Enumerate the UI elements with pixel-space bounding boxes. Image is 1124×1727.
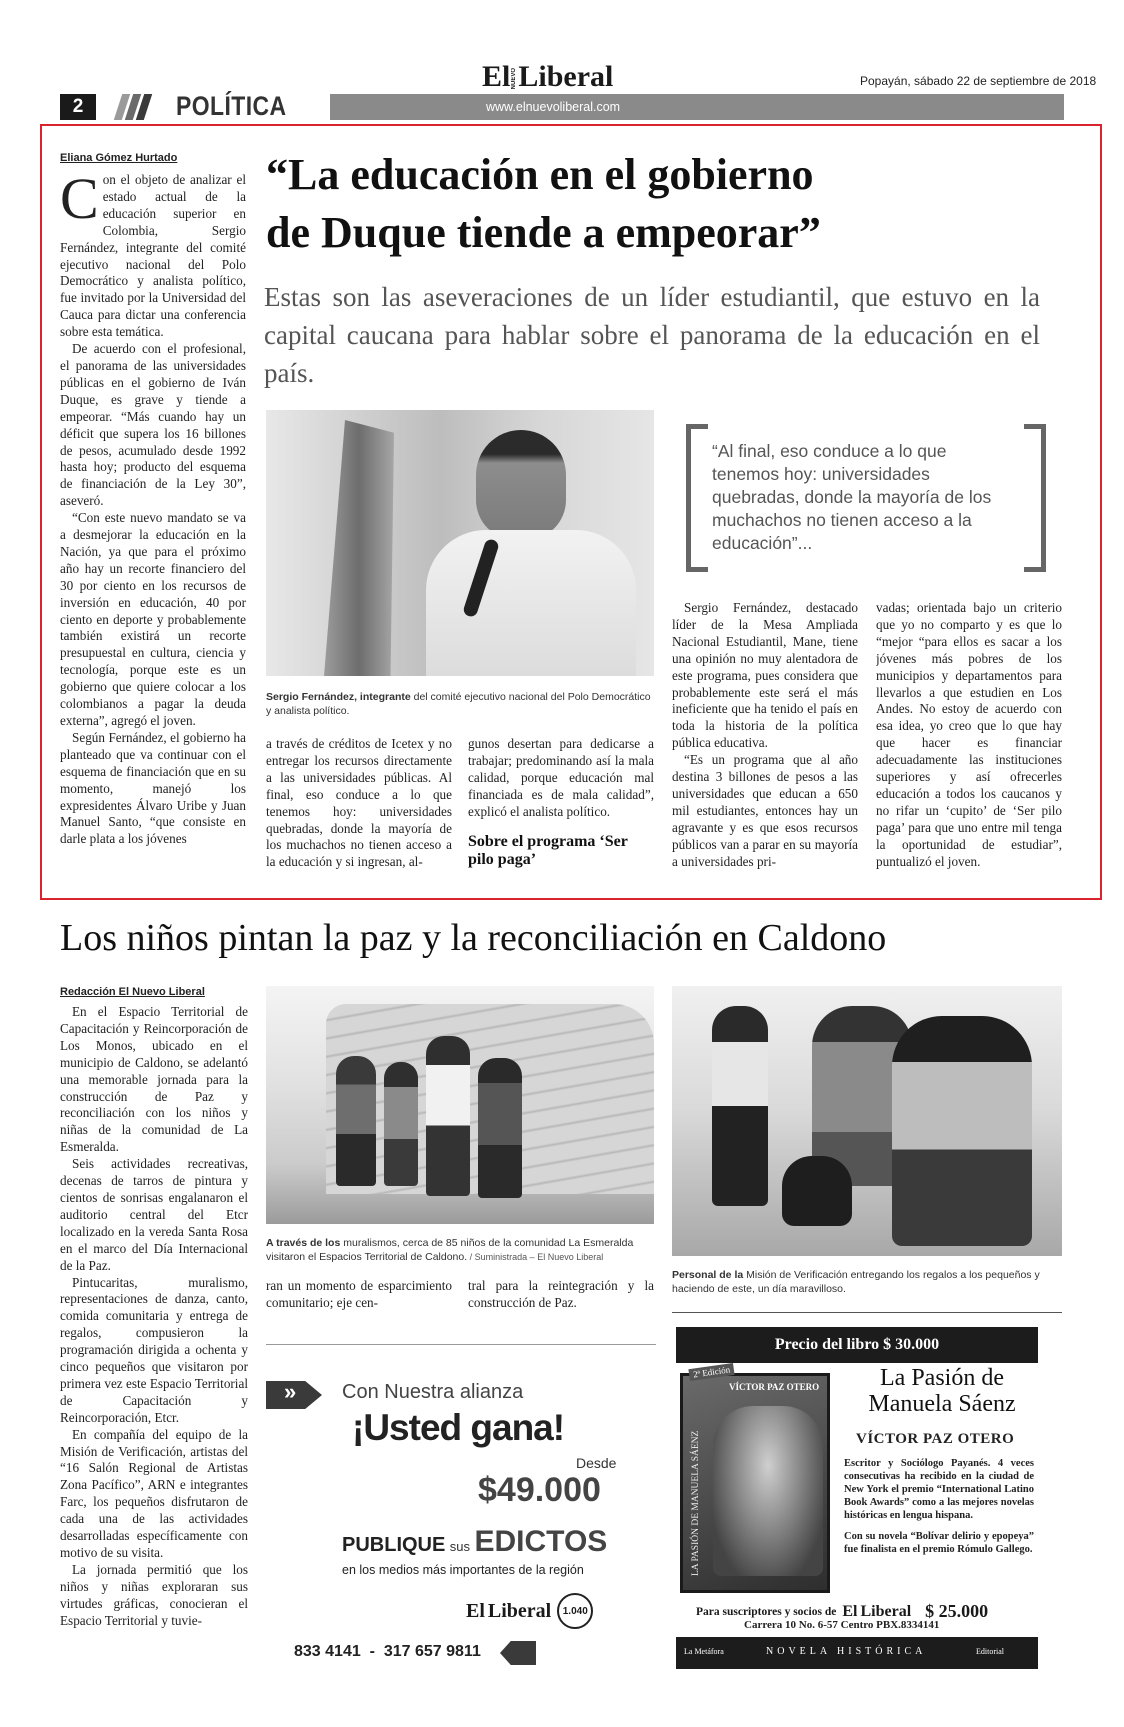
page-header bbox=[0, 0, 1124, 124]
page-number: 2 bbox=[60, 94, 96, 120]
publisher-left: La Metáfora bbox=[684, 1647, 724, 1656]
header-band bbox=[330, 94, 1064, 120]
bio-paragraph: Escritor y Sociólogo Payanés. 4 veces consecutivas ha recibido en la ciudad de New York el premio “International Latino Book Awards” como a las mejores novelas históricas en lengua hispana. bbox=[844, 1458, 1034, 1521]
speaker-body bbox=[426, 530, 636, 676]
article2-column-1 bbox=[60, 1004, 248, 1694]
pull-quote-text: “Al final, eso conduce a lo que tenemos hoy: universidades quebradas, donde la mayoría de los muchachos no tienen acceso a la educación”... bbox=[712, 441, 992, 553]
caption-bold: Sergio Fernández, integrante bbox=[266, 691, 411, 703]
child-figure bbox=[384, 1062, 418, 1186]
pull-quote bbox=[686, 424, 1046, 572]
publique-text: PUBLIQUE bbox=[342, 1534, 446, 1556]
ad-phones[interactable]: 833 4141 - 317 657 9811 bbox=[294, 1643, 481, 1660]
headline-line-1: “La educación en el gobierno bbox=[266, 150, 814, 199]
paragraph: vadas; orientada bajo un criterio que yo no comparto y es que lo “mejor “para ellos es sacar a los jóvenes más pobres de los municipios y departamentos para llevarlos a que estudien en Los Andes. No estoy de acuerdo con esa idea, yo creo que lo que hay que hacer es financiar adecuadamente las instituciones superiores y así ofrecerles educación a todos los caucanos y no rifar un ‘cupito’ de ‘Ser pilo paga’ para que uno entre mil tenga la oportunidad de estudiar”, puntualizó el joven. bbox=[876, 600, 1062, 869]
article1-column-1 bbox=[60, 172, 246, 872]
flag-graphic bbox=[324, 420, 394, 676]
child-figure bbox=[478, 1058, 522, 1198]
article2-photo2-caption bbox=[672, 1268, 1064, 1296]
book-ad[interactable] bbox=[672, 1312, 1062, 1670]
ad-medios: en los medios más importantes de la región bbox=[342, 1563, 584, 1577]
paragraph: “Es un programa que al año destina 3 billones de pesos a las universidades que educan a 650 mil estudiantes, entonces hay un agravante y es que esos recursos públicos van a parar en su mayoría a universidades pri- bbox=[672, 752, 858, 869]
caption-text: muralismos, cerca de 85 niños de la comunidad La Esmeralda visitaron el Espacios Territorial de Caldono. bbox=[266, 1237, 634, 1263]
drop-cap: C bbox=[60, 172, 99, 231]
cover-title: LA PASIÓN DE MANUELA SÁENZ bbox=[691, 1430, 701, 1576]
chevron-left-icon bbox=[500, 1641, 536, 1665]
photo-credit: / Suministrada – El Nuevo Liberal bbox=[467, 1252, 604, 1262]
logo-liberal: Liberal bbox=[487, 1599, 552, 1622]
subscriber-price: $ 25.000 bbox=[925, 1601, 989, 1621]
paragraph: La jornada permitió que los niños y niñas exploraran sus virtudes gráficas, conocieran el Espacio Territorial y tuvie- bbox=[60, 1561, 248, 1628]
cover-author: VÍCTOR PAZ OTERO bbox=[729, 1382, 820, 1392]
article1-photo-caption bbox=[266, 690, 656, 718]
caption-bold: Personal de la bbox=[672, 1269, 744, 1281]
ad-line-1: Con Nuestra alianza bbox=[342, 1381, 524, 1403]
book-title-line-1: La Pasión de bbox=[880, 1365, 1004, 1391]
edictos-text: EDICTOS bbox=[474, 1525, 608, 1558]
paragraph: Sergio Fernández, destacado líder de la Mesa Ampliada Nacional Estudiantil, Mane, tiene una opinión no muy alentadora de este programa, pues considera que probablemente este será el más ineficiente que ha tenido el país en toda la historia de la política pública educativa. bbox=[672, 600, 858, 751]
ad-badge: 1.040 bbox=[557, 1593, 593, 1629]
book-bio bbox=[844, 1457, 1034, 1556]
paragraph: on el objeto de analizar el estado actual de la educación superior en Colombia, Sergio Fernández, integrante del comité ejecutivo nacional del Polo Democrático y analista político, fue invitado por la Universidad del Cauca para dictar una conferencia sobre esta temática. bbox=[60, 172, 246, 340]
caption-bold: A través de los bbox=[266, 1237, 341, 1249]
logo-liberal: Liberal bbox=[518, 60, 614, 93]
masthead-logo bbox=[482, 56, 613, 92]
article1-column-4 bbox=[672, 600, 858, 876]
article1-column-2 bbox=[266, 736, 452, 876]
article1-column-3 bbox=[468, 736, 654, 876]
logo-el: El bbox=[482, 60, 511, 93]
article1-subheadline: Estas son las aseveraciones de un líder estudiantil, que estuvo en la capital caucana para hablar sobre el panorama de la educación en el país. bbox=[264, 282, 1040, 388]
article2-photo-gifts bbox=[672, 986, 1062, 1256]
article2-column-3 bbox=[468, 1278, 654, 1318]
child-figure bbox=[336, 1056, 376, 1186]
article1-subhead: Sobre el programa ‘Ser pilo paga’ bbox=[468, 832, 628, 868]
child-figure bbox=[426, 1036, 470, 1196]
speaker-figure bbox=[476, 430, 566, 540]
book-footer-band bbox=[676, 1637, 1038, 1669]
book-title-line-2: Manuela Sáenz bbox=[868, 1391, 1016, 1417]
paragraph: En compañía del equipo de la Misión de Verificación, artistas del “16 Salón Regional de Artistas Zona Pacífico”, ARN e integrantes Farc, los pequeños disfrutaron de cada una de las actividades desarrolladas específicamente con motivo de su visita. bbox=[60, 1426, 248, 1560]
chevron-glyph: » bbox=[284, 1379, 297, 1404]
ad-desde: Desde bbox=[576, 1455, 617, 1471]
paragraph: ran un momento de esparcimiento comunitario; eje cen- bbox=[266, 1278, 452, 1310]
caption-text: Misión de Verificación entregando los regalos a los pequeños y haciendo de este, un día maravilloso. bbox=[672, 1269, 1040, 1295]
article2-column-2 bbox=[266, 1278, 452, 1318]
book-author: VÍCTOR PAZ OTERO bbox=[856, 1431, 1015, 1447]
logo-el: El bbox=[466, 1599, 485, 1622]
sus-text: sus bbox=[449, 1539, 471, 1554]
article2-headline: Los niños pintan la paz y la reconciliación en Caldono bbox=[60, 917, 887, 959]
article1-byline: Eliana Gómez Hurtado bbox=[60, 152, 178, 164]
section-title: POLÍTICA bbox=[176, 91, 287, 121]
book-address: Carrera 10 No. 6-57 Centro PBX.8334141 bbox=[744, 1619, 940, 1631]
cover-portrait bbox=[713, 1406, 823, 1576]
paragraph: gunos desertan para dedicarse a trabajar; predominando así la mala calidad, porque educación mal financiada es de mala calidad”, explicó el analista político. bbox=[468, 736, 654, 819]
woman-figure bbox=[892, 1016, 1032, 1246]
publisher-right: Editorial bbox=[976, 1647, 1004, 1656]
bracket-left bbox=[686, 424, 708, 572]
logo-liberal: Liberal bbox=[860, 1602, 912, 1620]
article2-photo1-caption bbox=[266, 1236, 656, 1264]
logo-el: El bbox=[842, 1602, 858, 1620]
article1-photo bbox=[266, 410, 654, 676]
logo-nuevo: NUEVO bbox=[511, 67, 518, 89]
paragraph: Pintucaritas, muralismo, representaciones de danza, canto, comida comunitaria y entrega de regalos, compusieron la programación dirigida a ochenta y cinco pequeños que visitaron por primera vez este Espacio Territorial de Capacitación y Reincorporación, Etcr. bbox=[60, 1274, 248, 1425]
book-title bbox=[842, 1365, 1042, 1417]
footer-band-text: NOVELA HISTÓRICA bbox=[766, 1646, 927, 1657]
website-link[interactable]: www.elnuevoliberal.com bbox=[486, 100, 621, 114]
bio-paragraph: Con su novela “Bolívar delirio y epopeya” fue finalista en el premio Rómulo Gallego. bbox=[844, 1531, 1034, 1555]
section-stripes bbox=[118, 94, 158, 120]
cover-edition: 2ª Edición bbox=[688, 1363, 734, 1381]
headline-line-2: de Duque tiende a empeorar” bbox=[266, 208, 821, 257]
article1-headline bbox=[266, 146, 1086, 262]
ad-price: $49.000 bbox=[478, 1471, 601, 1509]
paragraph: De acuerdo con el profesional, el panorama de las universidades públicas en el gobierno de Iván Duque, es grave y tiende a empeorar. “Más cuando hay un déficit que supera los 16 billones de pesos, acumulado desde 1992 hasta hoy; producto del esquema de financiación de la Ley 30”, aseveró. bbox=[60, 341, 246, 509]
article1-column-5 bbox=[876, 600, 1062, 876]
paragraph: Seis actividades recreativas, decenas de tarros de pintura y cientos de sonrisas engalanaron el auditorio central del Etcr localizado en la vereda Santa Rosa en el marco del Día Internacional de la Paz. bbox=[60, 1156, 248, 1273]
paragraph: Según Fernández, el gobierno ha planteado que va continuar con el esquema de financiación que en su momento, manejó los expresidentes Álvaro Uribe y Juan Manuel Santo, “que consiste en darle plata a los jóvenes bbox=[60, 729, 246, 847]
book-price-banner: Precio del libro $ 30.000 bbox=[676, 1327, 1038, 1363]
ad-logo bbox=[466, 1593, 593, 1629]
ad-publique bbox=[342, 1525, 607, 1559]
paragraph: En el Espacio Territorial de Capacitación y Reincorporación de Los Monos, ubicado en el municipio de Caldono, se adelantó una memorable jornada para la construcción de Paz y reconciliación con los niños y niñas de la comunidad de La Esmeralda. bbox=[60, 1004, 248, 1155]
bracket-right bbox=[1024, 424, 1046, 572]
paragraph: “Con este nuevo mandato se va a desmejorar la educación en la Nación, ya que para el próximo año hay un recorte financiero del 30 por ciento en los recursos de inversión en educación, 40 por ciento en deporte y probablemente también existirá un recorte presupuestal en cultura, ciencia y tecnología, porque este es un gobierno que quiere colocar a los colombianos a pagar la deuda externa”, agregó el joven. bbox=[60, 510, 246, 728]
article2-byline: Redacción El Nuevo Liberal bbox=[60, 986, 205, 998]
paragraph: a través de créditos de Icetex y no entregar los recursos directamente a las universidades públicas. Al final, eso conduce a lo que tenemos hoy: universidades quebradas, donde la mayoría de los muchachos no tienen acceso a la educación y si ingresan, al- bbox=[266, 736, 452, 870]
gift-bag bbox=[782, 1156, 852, 1226]
ad-headline: ¡Usted gana! bbox=[352, 1407, 565, 1448]
book-cover bbox=[680, 1364, 830, 1593]
paragraph: tral para la reintegración y la construcción de Paz. bbox=[468, 1278, 654, 1310]
date-line: Popayán, sábado 22 de septiembre de 2018 bbox=[860, 74, 1097, 88]
article2-photo-mural bbox=[266, 986, 654, 1224]
girl-figure bbox=[712, 1006, 768, 1206]
subscriber-text: Para suscriptores y socios de bbox=[696, 1605, 837, 1618]
edictos-ad[interactable] bbox=[266, 1344, 656, 1668]
caption-text: del comité ejecutivo nacional del Polo Democrático y analista político. bbox=[266, 691, 651, 717]
